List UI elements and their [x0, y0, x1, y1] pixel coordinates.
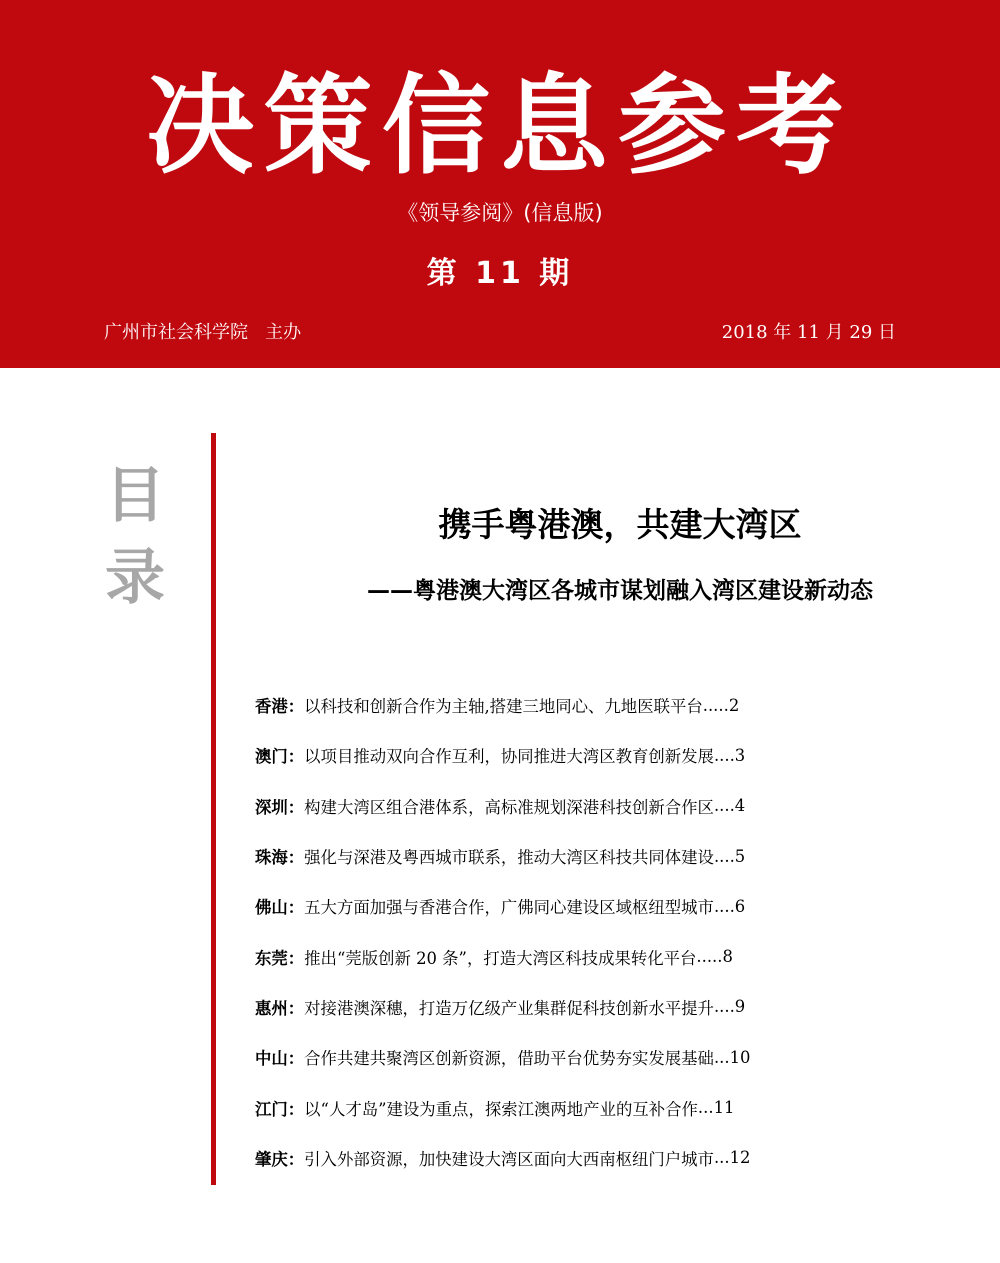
toc-leader: ....: [713, 796, 735, 816]
toc-city: 中山：: [255, 1049, 305, 1069]
issue-number: 第 11 期: [426, 256, 574, 291]
toc-label-char-1: 目: [105, 461, 165, 531]
toc-item-jiangmen[interactable]: [255, 1082, 875, 1132]
toc-text: 强化与深港及粤西城市联系，推动大湾区科技共同体建设: [304, 848, 714, 868]
toc-page-number: 11: [713, 1098, 735, 1118]
toc-leader: .....: [696, 947, 723, 967]
toc-leader: ....: [713, 846, 735, 866]
toc-page-number: 9: [734, 997, 746, 1017]
sponsor-line: 广州市社会科学院 主办: [104, 322, 302, 343]
toc-page-number: 2: [728, 695, 740, 715]
toc-text: 以科技和创新合作为主轴,搭建三地同心、九地医联平台: [304, 697, 703, 717]
toc-item-huizhou[interactable]: [255, 982, 875, 1032]
table-of-contents: [255, 680, 875, 1183]
publication-subtitle: 《领导参阅》(信息版): [397, 201, 603, 225]
toc-page-number: 8: [722, 947, 733, 967]
toc-item-zhongshan[interactable]: [255, 1032, 875, 1082]
toc-item-hong-kong[interactable]: [255, 680, 875, 730]
toc-item-shenzhen[interactable]: [255, 781, 875, 831]
masthead-title: 决策信息参考: [145, 64, 854, 189]
toc-city: 江门：: [255, 1099, 305, 1119]
toc-leader: ....: [713, 745, 735, 765]
toc-page-number: 5: [734, 846, 746, 866]
toc-text: 引入外部资源，加快建设大湾区面向大西南枢纽门户城市: [304, 1149, 714, 1169]
toc-leader: .....: [702, 695, 729, 715]
toc-item-foshan[interactable]: [255, 881, 875, 931]
toc-text: 构建大湾区组合港体系，高标准规划深港科技创新合作区: [304, 797, 714, 817]
toc-city: 深圳：: [255, 797, 305, 817]
toc-text: 对接港澳深穗，打造万亿级产业集群促科技创新水平提升: [304, 998, 714, 1018]
vertical-divider: [211, 433, 216, 1185]
toc-leader: ...: [713, 1148, 730, 1168]
toc-page-number: 10: [729, 1047, 751, 1067]
main-title: 携手粤港澳，共建大湾区: [438, 505, 802, 544]
toc-city: 香港：: [255, 697, 305, 717]
toc-page-number: 6: [734, 896, 746, 916]
toc-text: 以“人才岛”建设为重点，探索江澳两地产业的互补合作: [304, 1099, 698, 1119]
toc-item-dongguan[interactable]: [255, 931, 875, 981]
sub-heading: ——粤港澳大湾区各城市谋划融入湾区建设新动态: [367, 578, 873, 604]
publication-date: 2018 年 11 月 29 日: [721, 322, 896, 343]
toc-label-char-2: 录: [105, 543, 165, 613]
toc-leader: ....: [713, 997, 735, 1017]
toc-page-number: 4: [734, 796, 746, 816]
toc-leader: ....: [713, 896, 735, 916]
toc-city: 东莞：: [255, 948, 305, 968]
toc-item-macau[interactable]: [255, 730, 875, 780]
toc-city: 珠海：: [255, 848, 305, 868]
toc-text: 以项目推动双向合作互利，协同推进大湾区教育创新发展: [304, 747, 714, 767]
toc-item-zhaoqing[interactable]: [255, 1133, 875, 1183]
toc-leader: ...: [697, 1098, 714, 1118]
toc-text: 合作共建共聚湾区创新资源，借助平台优势夯实发展基础: [304, 1049, 714, 1069]
toc-text: 推出“莞版创新 20 条”，打造大湾区科技成果转化平台: [304, 948, 697, 968]
toc-city: 惠州：: [255, 998, 305, 1018]
toc-label: [100, 455, 170, 619]
toc-text: 五大方面加强与香港合作，广佛同心建设区域枢纽型城市: [304, 898, 714, 918]
header-banner: [0, 0, 1000, 368]
toc-page-number: 12: [729, 1148, 751, 1168]
toc-city: 肇庆：: [255, 1149, 305, 1169]
toc-city: 澳门：: [255, 747, 305, 767]
toc-page-number: 3: [734, 745, 746, 765]
toc-city: 佛山：: [255, 898, 305, 918]
toc-item-zhuhai[interactable]: [255, 831, 875, 881]
toc-leader: ...: [713, 1047, 730, 1067]
